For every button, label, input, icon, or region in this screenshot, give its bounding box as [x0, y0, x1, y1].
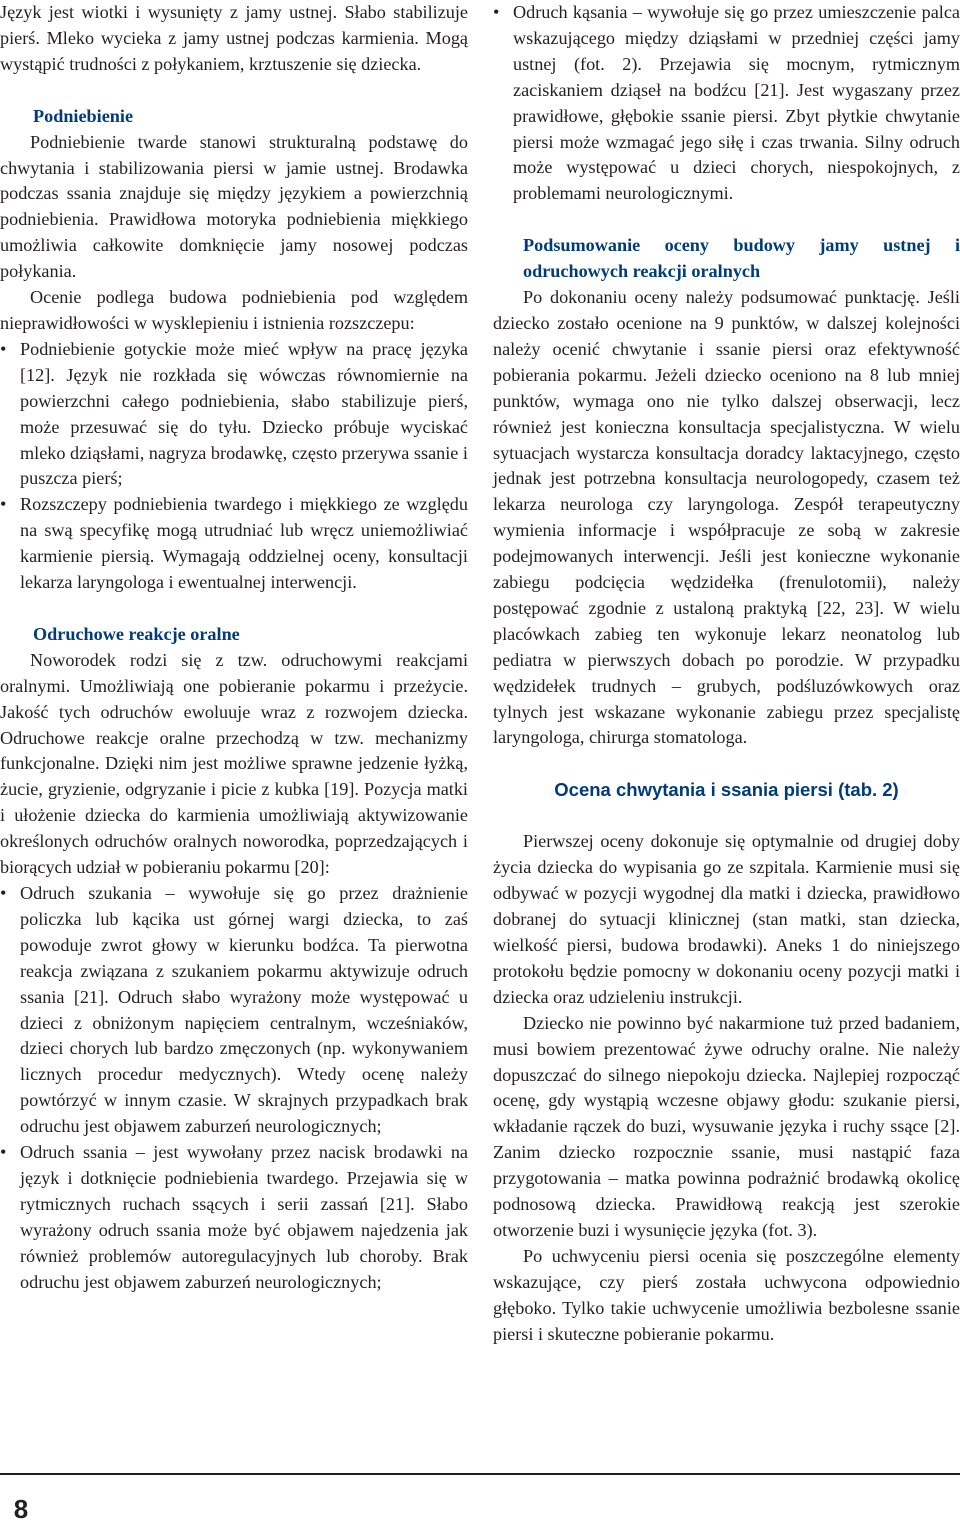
intro-paragraph: Język jest wiotki i wysunięty z jamy ustnej. Słabo stabilizuje pierś. Mleko wycieka z jamy ustnej podczas karmienia. Mogą wystąpić trudności z połykaniem, krztuszenie się dziecka.	[0, 2, 468, 74]
section-paragraph-3: Po uchwyceniu piersi ocenia się poszczególne elementy wskazujące, czy pierś została uchwycona odpowiednio głęboko. Tylko takie uchwycenie umożliwia bezbolesne ssanie piersi i skuteczne pobieranie pokarmu.	[493, 1245, 960, 1344]
section-heading: Ocena chwytania i ssania piersi (tab. 2)	[554, 779, 899, 801]
palate-paragraph-2: Ocenie podlega budowa podniebienia pod względem nieprawidłowości w wysklepieniu i istnienia rozszczepu:	[0, 287, 468, 333]
list-item: • Podniebienie gotyckie może mieć wpływ na pracę języka [12]. Język nie rozkłada się wówczas równomiernie na powierzchni całego podniebienia, słabo stabilizuje pierś, może przesuwać się do tyłu. Dziecko próbuje wyciskać mleko dziąsłami, nagryza brodawkę, często przerywa ssanie i puszcza pierś;	[0, 337, 468, 492]
left-column	[0, 0, 468, 1296]
palate-bullet-list	[0, 337, 468, 596]
right-column	[493, 0, 960, 1348]
reflex-paragraph-1: Noworodek rodzi się z tzw. odruchowymi reakcjami oralnymi. Umożliwiają one pobieranie pokarmu i przeżycie. Jakość tych odruchów ewoluuje wraz z rozwojem dziecka. Odruchowe reakcje oralne przechodzą w tzw. mechanizmy funkcjonalne. Dzięki nim jest możliwe sprawne jedzenie łyżką, żucie, gryzienie, odgryzanie i picie z kubka [19]. Pozycja matki i ułożenie dziecka do karmienia umożliwiają aktywizowanie określonych odruchów oralnych noworodka, poprzedzających i biorących udział w pobieraniu pokarmu [20]:	[0, 649, 468, 878]
palate-paragraph-1: Podniebienie twarde stanowi strukturalną podstawę do chwytania i stabilizowania piersi w jamie ustnej. Brodawka podczas ssania znajduje się między językiem a powierzchnią podniebienia. Prawidłowa motoryka podniebienia miękkiego umożliwia całkowite domknięcie jamy nosowej podczas połykania.	[0, 131, 468, 282]
section-paragraph-1: Pierwszej oceny dokonuje się optymalnie od drugiej doby życia dziecka do wypisania go ze szpitala. Karmienie musi się odbywać w pozycji wygodnej dla matki i dziecka, prawidłowo dobranej do sytuacji klinicznej (stan matki, stan dziecka, wielkość piersi, budowa brodawki). Aneks 1 do niniejszego protokołu będzie pomocny w dokonaniu oceny pozycji matki i dziecka oraz udzieleniu instrukcji.	[493, 831, 960, 1007]
summary-paragraph: Po dokonaniu oceny należy podsumować punktację. Jeśli dziecko zostało ocenione na 9 punktów, w dalszej kolejności należy ocenić chwytanie i ssanie piersi oraz efektywność pobierania pokarmu. Jeżeli dziecko oceniono na 8 lub mniej punktów, wymaga ono nie tylko dalszej obserwacji, lecz również jest konieczna konsultacja specjalistyczna. W wielu sytuacjach wystarcza konsultacja doradcy laktacyjnego, często jednak jest potrzebna konsultacja neurologopedy, czasem też lekarza neurologa czy laryngologa. Zespół terapeutyczny wymienia informacje i współpracuje ze sobą w zakresie podejmowanych interwencji. Jeśli jest konieczne wykonanie zabiegu podcięcia wędzidełka (frenulotomii), należy postępować zgodnie z ustaloną praktyką [22, 23]. W wielu placówkach zabieg ten wykonuje lekarz neonatolog lub pediatra w pierwszych dobach po porodzie. W przypadku wędzidełek trudnych – grubych, podśluzówkowych oraz tylnych jest wskazane wykonanie zabiegu przez specjalistę laryngologa, chirurga stomatologa.	[493, 287, 960, 748]
section-paragraph-2: Dziecko nie powinno być nakarmione tuż przed badaniem, musi bowiem prezentować żywe odruchy oralne. Nie należy dopuszczać do silnego niepokoju dziecka. Najlepiej rozpocząć ocenę, gdy wystąpią wczesne objawy głodu: szukanie piersi, wkładanie rączek do buzi, wysuwanie języka i ruchy ssące [2]. Zanim dziecko rozpocznie ssanie, musi nastąpić faza przygotowania – matka powinna podrażnić brodawką okolicę podnosową dziecka. Prawidłową reakcją jest szerokie otworzenie buzi i wysunięcie języka (fot. 3).	[493, 1012, 960, 1240]
bite-reflex-bullet-list	[493, 0, 960, 207]
footer-rule	[0, 1473, 960, 1475]
reflex-heading: Odruchowe reakcje oralne	[33, 623, 240, 644]
list-item: • Odruch kąsania – wywołuje się go przez umieszczenie palca wskazującego między dziąsłami w przedniej części jamy ustnej (fot. 2). Przejawia się mocnym, rytmicznym zaciskaniem dziąseł na bodźcu [21]. Jest wygaszany przez prawidłowe, głębokie ssanie piersi. Zbyt płytkie chwytanie piersi może wzmagać jego siłę i czas trwania. Silny odruch może występować u dzieci chorych, niespokojnych, z problemami neurologicznymi.	[493, 0, 960, 207]
list-item: • Odruch szukania – wywołuje się go przez drażnienie policzka lub kącika ust górnej wargi dziecka, to zaś powoduje zwrot głowy w kierunku bodźca. Ta pierwotna reakcja związana z szukaniem pokarmu aktywizuje odruch ssania [21]. Odruch słabo wyrażony może występować u dzieci z obniżonym napięciem centralnym, wcześniaków, dzieci chorych lub bardzo zmęczonych (np. wykonywaniem licznych procedur medycznych). Wtedy ocenę należy powtórzyć w innym czasie. W skrajnych przypadkach brak odruchu jest objawem zaburzeń neurologicznych;	[0, 881, 468, 1140]
summary-heading: Podsumowanie oceny budowy jamy ustnej i odruchowych reakcji oralnych	[523, 235, 960, 282]
list-item: • Odruch ssania – jest wywołany przez nacisk brodawki na język i dotknięcie podniebienia twardego. Przejawia się w rytmicznych ruchach ssących i serii zassań [21]. Słabo wyrażony odruch ssania może być objawem najedzenia jak również problemów autoregulacyjnych lub choroby. Brak odruchu jest objawem zaburzeń neurologicznych;	[0, 1140, 468, 1295]
page-number: 8	[13, 1494, 29, 1524]
reflex-bullet-list	[0, 881, 468, 1296]
list-item: • Rozszczepy podniebienia twardego i miękkiego ze względu na swą specyfikę mogą utrudniać lub wręcz uniemożliwiać karmienie piersią. Wymagają oddzielnej oceny, konsultacji lekarza laryngologa i ewentualnej interwencji.	[0, 492, 468, 596]
palate-heading: Podniebienie	[33, 105, 134, 126]
